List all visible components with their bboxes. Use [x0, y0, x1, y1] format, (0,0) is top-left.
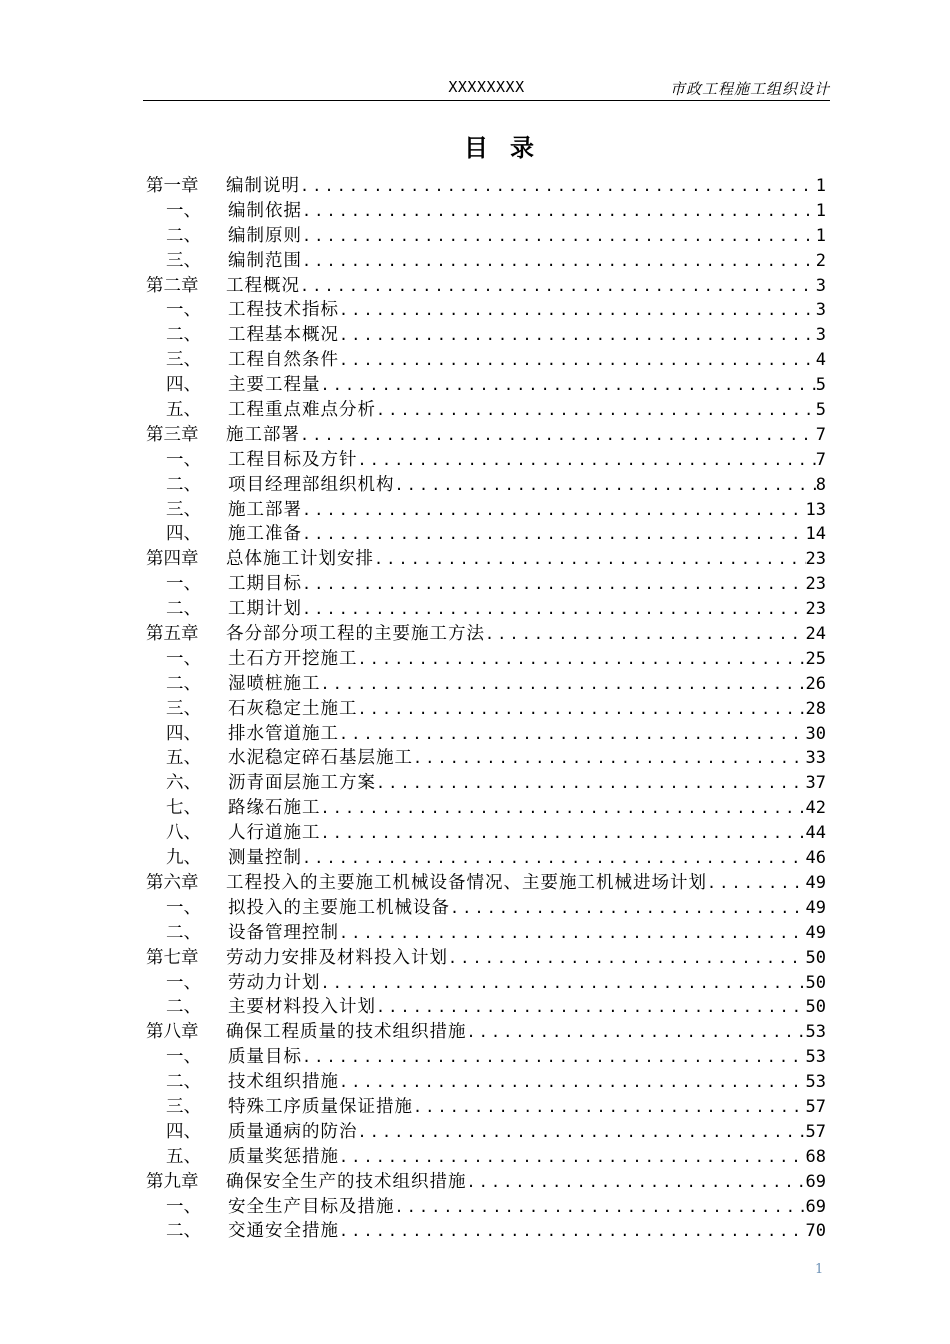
toc-dot-leader: [321, 824, 806, 842]
toc-entry-number: 五、: [166, 400, 201, 421]
table-of-contents: [146, 172, 826, 1242]
toc-dot-leader: [321, 974, 806, 992]
toc-chapter-entry[interactable]: [146, 421, 826, 446]
toc-dot-leader: [302, 849, 806, 867]
toc-dot-leader: [302, 252, 816, 270]
toc-entry-number: 三、: [166, 1096, 201, 1117]
toc-entry-page: 53: [805, 1047, 826, 1068]
toc-entry-number: 一、: [166, 200, 201, 221]
toc-entry-page: 50: [805, 972, 826, 993]
toc-entry-title: 施工部署: [226, 424, 300, 445]
toc-entry-title: 工程目标及方针: [228, 449, 358, 470]
toc-dot-leader: [339, 1148, 806, 1166]
toc-entry-page: 3: [815, 300, 826, 321]
toc-dot-leader: [302, 1048, 806, 1066]
toc-entry-number: 一、: [166, 1047, 201, 1068]
toc-entry-page: 42: [805, 798, 826, 819]
toc-dot-leader: [358, 451, 816, 469]
toc-entry-title: 排水管道施工: [228, 723, 339, 744]
toc-entry-title: 质量通病的防治: [228, 1121, 358, 1142]
toc-entry-number: 四、: [166, 524, 201, 545]
toc-entry-number: 二、: [166, 225, 201, 246]
toc-entry-title: 工期目标: [228, 574, 302, 595]
toc-section-entry[interactable]: [146, 396, 826, 421]
toc-section-entry[interactable]: [146, 247, 826, 272]
toc-chapter-entry[interactable]: [146, 545, 826, 570]
toc-entry-page: 44: [805, 823, 826, 844]
toc-entry-page: 5: [815, 400, 826, 421]
toc-section-entry[interactable]: [146, 520, 826, 545]
toc-entry-page: 2: [815, 250, 826, 271]
toc-section-entry[interactable]: [146, 1043, 826, 1068]
toc-dot-leader: [395, 1198, 806, 1216]
toc-entry-number: 第九章: [146, 1171, 199, 1192]
toc-entry-number: 一、: [166, 574, 201, 595]
toc-entry-page: 70: [805, 1221, 826, 1242]
toc-entry-title: 土石方开挖施工: [228, 648, 358, 669]
toc-dot-leader: [302, 227, 816, 245]
toc-entry-number: 第七章: [146, 947, 199, 968]
toc-entry-title: 拟投入的主要施工机械设备: [228, 897, 450, 918]
toc-entry-number: 一、: [166, 1196, 201, 1217]
toc-entry-title: 工期计划: [228, 599, 302, 620]
toc-section-entry[interactable]: [146, 197, 826, 222]
toc-entry-page: 49: [805, 872, 826, 893]
toc-section-entry[interactable]: [146, 894, 826, 919]
toc-chapter-entry[interactable]: [146, 1168, 826, 1193]
toc-entry-number: 二、: [166, 1072, 201, 1093]
toc-entry-title: 人行道施工: [228, 823, 321, 844]
toc-entry-number: 二、: [166, 325, 201, 346]
toc-entry-title: 测量控制: [228, 848, 302, 869]
toc-entry-title: 编制说明: [226, 176, 300, 196]
toc-chapter-entry[interactable]: [146, 620, 826, 645]
toc-entry-number: 二、: [166, 474, 201, 495]
toc-entry-page: 37: [805, 773, 826, 794]
toc-dot-leader: [302, 575, 806, 593]
toc-dot-leader: [300, 426, 816, 444]
toc-entry-title: 石灰稳定土施工: [228, 698, 358, 719]
toc-dot-leader: [302, 600, 806, 618]
toc-entry-page: 23: [805, 574, 826, 595]
toc-dot-leader: [374, 550, 806, 568]
toc-section-entry[interactable]: [146, 1068, 826, 1093]
toc-section-entry[interactable]: [146, 296, 826, 321]
toc-entry-title: 路缘石施工: [228, 798, 321, 819]
toc-entry-page: 53: [805, 1022, 826, 1043]
toc-entry-title: 交通安全措施: [228, 1221, 339, 1242]
toc-entry-title: 施工部署: [228, 499, 302, 520]
toc-entry-number: 三、: [166, 250, 201, 271]
toc-entry-title: 特殊工序质量保证措施: [228, 1096, 413, 1117]
toc-entry-number: 四、: [166, 1121, 201, 1142]
toc-dot-leader: [413, 1098, 806, 1116]
toc-entry-title: 编制依据: [228, 200, 302, 221]
toc-entry-title: 劳动力计划: [228, 972, 321, 993]
toc-chapter-entry[interactable]: [146, 1018, 826, 1043]
toc-entry-number: 二、: [166, 922, 201, 943]
toc-entry-number: 二、: [166, 1221, 201, 1242]
toc-dot-leader: [321, 376, 816, 394]
toc-section-entry[interactable]: [146, 720, 826, 745]
toc-section-entry[interactable]: [146, 321, 826, 346]
toc-entry-page: 26: [805, 673, 826, 694]
toc-dot-leader: [467, 1173, 806, 1191]
toc-entry-number: 四、: [166, 723, 201, 744]
toc-entry-number: 二、: [166, 997, 201, 1018]
toc-dot-leader: [485, 625, 806, 643]
toc-entry-page: 3: [815, 325, 826, 346]
toc-section-entry[interactable]: [146, 645, 826, 670]
toc-entry-title: 设备管理控制: [228, 922, 339, 943]
toc-dot-leader: [321, 799, 806, 817]
toc-title: 目录: [464, 134, 556, 162]
toc-dot-leader: [450, 899, 806, 917]
toc-section-entry[interactable]: [146, 1143, 826, 1168]
toc-entry-number: 八、: [166, 823, 201, 844]
toc-dot-leader: [339, 301, 816, 319]
toc-entry-page: 7: [815, 424, 826, 445]
toc-entry-page: 3: [815, 275, 826, 296]
toc-dot-leader: [358, 650, 806, 668]
toc-section-entry[interactable]: [146, 919, 826, 944]
toc-entry-number: 第三章: [146, 424, 199, 445]
toc-dot-leader: [707, 874, 806, 892]
toc-section-entry[interactable]: [146, 844, 826, 869]
toc-dot-leader: [300, 177, 816, 195]
toc-dot-leader: [339, 326, 816, 344]
toc-entry-number: 一、: [166, 449, 201, 470]
toc-entry-page: 8: [815, 474, 826, 495]
toc-entry-title: 工程投入的主要施工机械设备情况、主要施工机械进场计划: [226, 872, 707, 893]
toc-chapter-entry[interactable]: [146, 172, 826, 197]
toc-entry-page: 5: [815, 375, 826, 396]
toc-entry-number: 六、: [166, 773, 201, 794]
toc-entry-number: 第五章: [146, 624, 199, 645]
page-header: [143, 76, 830, 101]
toc-dot-leader: [302, 525, 806, 543]
page-number: 1: [815, 1262, 824, 1277]
toc-entry-number: 三、: [166, 499, 201, 520]
toc-entry-number: 一、: [166, 300, 201, 321]
toc-entry-title: 确保安全生产的技术组织措施: [226, 1171, 467, 1192]
toc-entry-page: 50: [805, 947, 826, 968]
toc-dot-leader: [467, 1023, 806, 1041]
toc-entry-title: 劳动力安排及材料投入计划: [226, 947, 448, 968]
toc-entry-title: 主要材料投入计划: [228, 997, 376, 1018]
toc-dot-leader: [339, 1073, 806, 1091]
toc-entry-number: 第四章: [146, 549, 199, 570]
toc-entry-title: 工程概况: [226, 275, 300, 296]
toc-entry-title: 湿喷桩施工: [228, 673, 321, 694]
toc-entry-title: 技术组织措施: [228, 1072, 339, 1093]
toc-chapter-entry[interactable]: [146, 272, 826, 297]
toc-entry-page: 1: [815, 200, 826, 221]
toc-entry-number: 七、: [166, 798, 201, 819]
toc-entry-number: 九、: [166, 848, 201, 869]
toc-entry-page: 23: [805, 599, 826, 620]
toc-entry-page: 28: [805, 698, 826, 719]
toc-dot-leader: [321, 675, 806, 693]
toc-entry-title: 确保工程质量的技术组织措施: [226, 1022, 467, 1043]
toc-entry-title: 水泥稳定碎石基层施工: [228, 748, 413, 769]
toc-entry-title: 主要工程量: [228, 375, 321, 396]
toc-entry-number: 五、: [166, 748, 201, 769]
toc-entry-page: 1: [815, 176, 826, 196]
toc-entry-title: 工程技术指标: [228, 300, 339, 321]
toc-section-entry[interactable]: [146, 670, 826, 695]
toc-section-entry[interactable]: [146, 1217, 826, 1242]
toc-section-entry[interactable]: [146, 993, 826, 1018]
toc-entry-page: 53: [805, 1072, 826, 1093]
toc-dot-leader: [448, 949, 806, 967]
toc-section-entry[interactable]: [146, 222, 826, 247]
toc-entry-number: 五、: [166, 1146, 201, 1167]
toc-section-entry[interactable]: [146, 1093, 826, 1118]
toc-dot-leader: [376, 998, 806, 1016]
toc-entry-title: 质量目标: [228, 1047, 302, 1068]
toc-entry-title: 安全生产目标及措施: [228, 1196, 395, 1217]
toc-entry-page: 49: [805, 922, 826, 943]
toc-entry-number: 四、: [166, 375, 201, 396]
toc-dot-leader: [358, 1123, 806, 1141]
toc-entry-page: 68: [805, 1146, 826, 1167]
toc-entry-page: 1: [815, 225, 826, 246]
toc-chapter-entry[interactable]: [146, 944, 826, 969]
toc-entry-number: 一、: [166, 972, 201, 993]
toc-entry-number: 一、: [166, 648, 201, 669]
toc-entry-title: 施工准备: [228, 524, 302, 545]
toc-dot-leader: [339, 924, 806, 942]
toc-entry-page: 33: [805, 748, 826, 769]
toc-entry-page: 69: [805, 1171, 826, 1192]
toc-entry-title: 工程重点难点分析: [228, 400, 376, 421]
toc-section-entry[interactable]: [146, 1118, 826, 1143]
toc-section-entry[interactable]: [146, 695, 826, 720]
toc-entry-page: 30: [805, 723, 826, 744]
toc-entry-number: 三、: [166, 698, 201, 719]
toc-dot-leader: [395, 476, 816, 494]
toc-entry-page: 14: [805, 524, 826, 545]
toc-section-entry[interactable]: [146, 794, 826, 819]
toc-entry-page: 57: [805, 1096, 826, 1117]
toc-entry-page: 25: [805, 648, 826, 669]
toc-entry-page: 57: [805, 1121, 826, 1142]
toc-entry-number: 三、: [166, 350, 201, 371]
toc-entry-page: 7: [815, 449, 826, 470]
toc-section-entry[interactable]: [146, 570, 826, 595]
toc-dot-leader: [302, 501, 806, 519]
toc-entry-title: 工程自然条件: [228, 350, 339, 371]
toc-entry-page: 69: [805, 1196, 826, 1217]
toc-section-entry[interactable]: [146, 769, 826, 794]
header-doc-title: 市政工程施工组织设计: [669, 80, 830, 98]
toc-entry-number: 第八章: [146, 1022, 199, 1043]
toc-entry-number: 二、: [166, 673, 201, 694]
toc-entry-page: 13: [805, 499, 826, 520]
toc-section-entry[interactable]: [146, 819, 826, 844]
toc-entry-page: 46: [805, 848, 826, 869]
toc-section-entry[interactable]: [146, 471, 826, 496]
toc-dot-leader: [339, 351, 816, 369]
toc-entry-title: 各分部分项工程的主要施工方法: [226, 624, 485, 645]
toc-section-entry[interactable]: [146, 496, 826, 521]
toc-dot-leader: [413, 749, 806, 767]
toc-chapter-entry[interactable]: [146, 869, 826, 894]
toc-entry-title: 质量奖惩措施: [228, 1146, 339, 1167]
toc-entry-number: 第六章: [146, 872, 199, 893]
toc-section-entry[interactable]: [146, 1193, 826, 1218]
toc-dot-leader: [300, 277, 816, 295]
toc-section-entry[interactable]: [146, 346, 826, 371]
toc-dot-leader: [339, 1222, 806, 1240]
toc-dot-leader: [376, 401, 816, 419]
toc-entry-page: 4: [815, 350, 826, 371]
toc-entry-number: 第一章: [146, 176, 199, 196]
toc-entry-page: 50: [805, 997, 826, 1018]
toc-entry-title: 总体施工计划安排: [226, 549, 374, 570]
toc-entry-title: 编制原则: [228, 225, 302, 246]
toc-dot-leader: [339, 725, 806, 743]
toc-entry-title: 项目经理部组织机构: [228, 474, 395, 495]
toc-entry-title: 编制范围: [228, 250, 302, 271]
toc-entry-page: 23: [805, 549, 826, 570]
toc-entry-number: 二、: [166, 599, 201, 620]
toc-entry-number: 第二章: [146, 275, 199, 296]
toc-entry-page: 24: [805, 624, 826, 645]
toc-section-entry[interactable]: [146, 969, 826, 994]
toc-entry-number: 一、: [166, 897, 201, 918]
toc-section-entry[interactable]: [146, 371, 826, 396]
toc-dot-leader: [376, 774, 806, 792]
toc-entry-page: 49: [805, 897, 826, 918]
toc-entry-title: 沥青面层施工方案: [228, 773, 376, 794]
toc-dot-leader: [302, 202, 816, 220]
header-code: XXXXXXXX: [448, 78, 525, 96]
toc-section-entry[interactable]: [146, 744, 826, 769]
toc-entry-title: 工程基本概况: [228, 325, 339, 346]
toc-section-entry[interactable]: [146, 446, 826, 471]
toc-section-entry[interactable]: [146, 595, 826, 620]
toc-dot-leader: [358, 700, 806, 718]
